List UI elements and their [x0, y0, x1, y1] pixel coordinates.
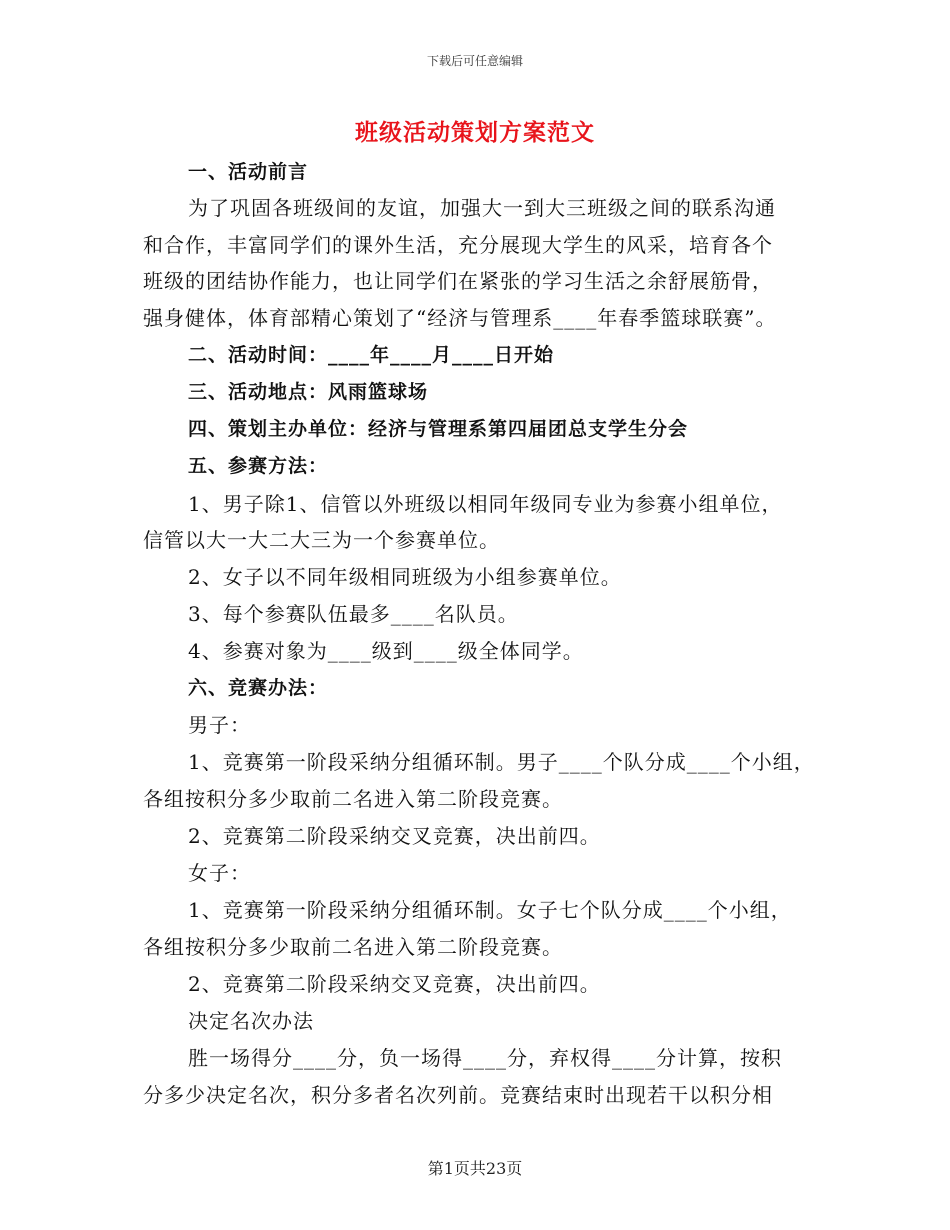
paragraph-line: 班级的团结协作能力，也让同学们在紧张的学习生活之余舒展筋骨， [143, 269, 773, 293]
paragraph-line: 强身健体，体育部精心策划了“经济与管理系____年春季篮球联赛”。 [143, 306, 777, 330]
section-heading-entry-method: 五、参赛方法： [188, 455, 329, 477]
subheading-women: 女子： [188, 861, 251, 885]
paragraph-line: 1、竞赛第一阶段采纳分组循环制。男子____个队分成____个小组， [188, 750, 815, 774]
paragraph-line: 信管以大一大二大三为一个参赛单位。 [143, 528, 500, 552]
section-heading-competition: 六、竞赛办法： [188, 677, 329, 699]
paragraph-line: 3、每个参赛队伍最多____名队员。 [188, 602, 519, 626]
paragraph-line: 1、男子除1、信管以外班级以相同年级同专业为参赛小组单位， [188, 492, 783, 516]
section-heading-time: 二、活动时间：____年____月____日开始 [188, 344, 555, 366]
page-footer: 第1页共23页 [427, 1159, 523, 1178]
paragraph-line: 分多少决定名次，积分多者名次列前。竞赛结束时出现若干以积分相 [143, 1083, 773, 1107]
subheading-men: 男子： [188, 713, 251, 737]
paragraph-line: 各组按积分多少取前二名进入第二阶段竞赛。 [143, 787, 563, 811]
header-note: 下载后可任意编辑 [426, 54, 523, 68]
paragraph-line: 2、竞赛第二阶段采纳交叉竞赛，决出前四。 [188, 972, 601, 996]
paragraph-line: 2、女子以不同年级相同班级为小组参赛单位。 [188, 565, 622, 589]
paragraph-line: 4、参赛对象为____级到____级全体同学。 [188, 639, 584, 663]
paragraph-line: 胜一场得分____分，负一场得____分，弃权得____分计算，按积 [188, 1046, 782, 1070]
subheading-ranking: 决定名次办法 [188, 1009, 314, 1033]
paragraph-line: 为了巩固各班级间的友谊，加强大一到大三班级之间的联系沟通 [188, 196, 776, 220]
section-heading-preface: 一、活动前言 [188, 161, 309, 183]
document-title: 班级活动策划方案范文 [355, 119, 595, 146]
section-heading-location: 三、活动地点：风雨篮球场 [188, 381, 429, 403]
paragraph-line: 1、竞赛第一阶段采纳分组循环制。女子七个队分成____个小组， [188, 898, 792, 922]
paragraph-line: 各组按积分多少取前二名进入第二阶段竞赛。 [143, 935, 563, 959]
paragraph-line: 和合作，丰富同学们的课外生活，充分展现大学生的风采，培育各个 [143, 233, 773, 257]
section-heading-organizer: 四、策划主办单位：经济与管理系第四届团总支学生分会 [188, 418, 689, 440]
paragraph-line: 2、竞赛第二阶段采纳交叉竞赛，决出前四。 [188, 824, 601, 848]
